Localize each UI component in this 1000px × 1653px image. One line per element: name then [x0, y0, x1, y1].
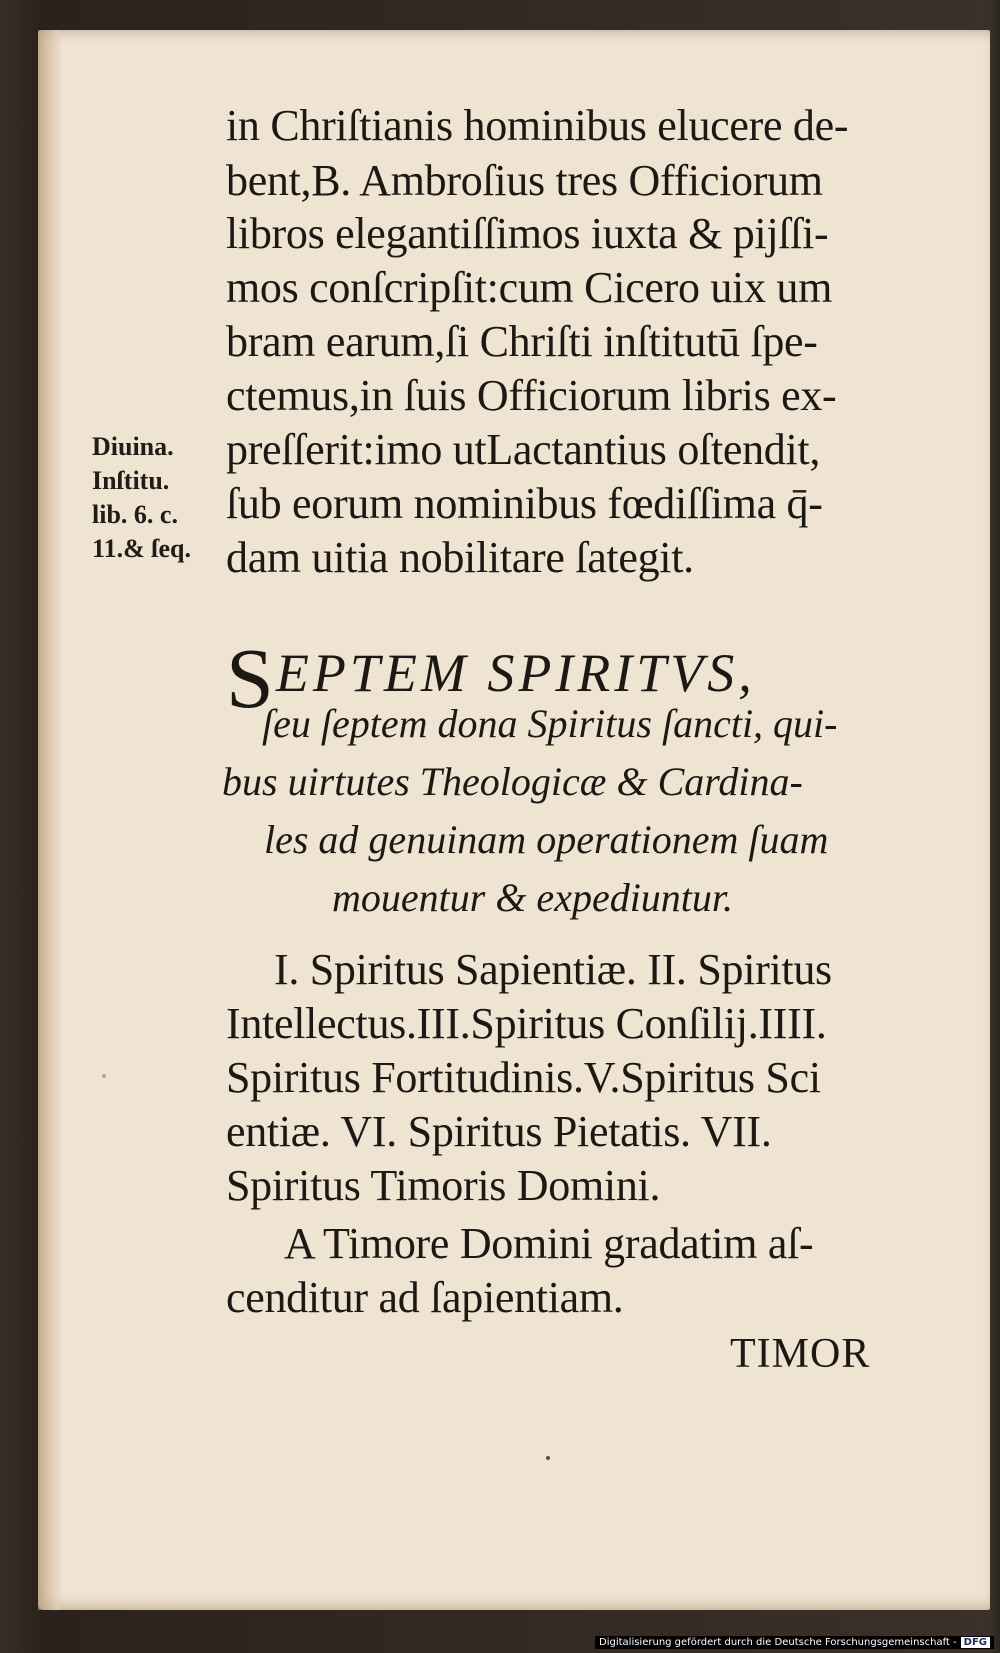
paper-speck: [102, 1074, 106, 1078]
margin-note-line-2: Inſtitu.: [92, 466, 170, 495]
dfg-logo: DFG: [961, 1637, 990, 1648]
margin-note-line-3: lib. 6. c.: [92, 500, 178, 529]
margin-note-line-1: Diuina.: [92, 432, 174, 461]
body-line-2: bent,B. Ambroſius tres Officiorum: [226, 156, 823, 205]
heading-line-3: bus uirtutes Theologicæ & Cardina-: [222, 759, 803, 804]
heading-first-line: EPTEM SPIRITVS,: [275, 643, 756, 703]
digitization-credit: [595, 1636, 994, 1649]
catchword: TIMOR: [730, 1331, 871, 1377]
list-line-3: Spiritus Fortitudinis.V.Spiritus Sci: [226, 1053, 821, 1102]
body-line-4: mos conſcripſit:cum Cicero uix um: [226, 263, 832, 312]
closing-line-2: cenditur ad ſapientiam.: [226, 1273, 624, 1322]
heading-initial: S: [226, 630, 274, 726]
list-line-1: I. Spiritus Sapientiæ. II. Spiritus: [274, 945, 832, 994]
margin-note-line-4: 11.& ſeq.: [92, 534, 191, 563]
heading-line-2: ſeu ſeptem dona Spiritus ſancti, qui-: [262, 701, 838, 746]
list-line-2: Intellectus.III.Spiritus Conſilij.IIII.: [226, 999, 827, 1048]
body-line-1: in Chriſtianis hominibus elucere de-: [226, 101, 849, 150]
body-line-7: preſſerit:imo utLactantius oſtendit,: [226, 425, 821, 474]
body-line-5: bram earum,ſi Chriſti inſtitutū ſpe-: [226, 317, 818, 366]
page-gutter-shadow: [38, 30, 60, 1610]
list-line-4: entiæ. VI. Spiritus Pietatis. VII.: [226, 1107, 772, 1156]
body-line-3: libros elegantiſſimos iuxta & pijſſi-: [226, 209, 829, 258]
body-line-6: ctemus,in ſuis Officiorum libris ex-: [226, 371, 837, 420]
credit-text: Digitalisierung gefördert durch die Deutsche Forschungsgemeinschaft -: [599, 1637, 957, 1648]
heading-line-4: les ad genuinam operationem ſuam: [264, 817, 829, 862]
body-line-9: dam uitia nobilitare ſategit.: [226, 533, 694, 582]
list-line-5: Spiritus Timoris Domini.: [226, 1161, 661, 1210]
closing-line-1: A Timore Domini gradatim aſ-: [284, 1219, 814, 1268]
paper-speck: [546, 1456, 550, 1460]
body-line-8: ſub eorum nominibus fœdiſſima q̄-: [226, 479, 823, 528]
heading-line-5: mouentur & expediuntur.: [332, 875, 734, 920]
